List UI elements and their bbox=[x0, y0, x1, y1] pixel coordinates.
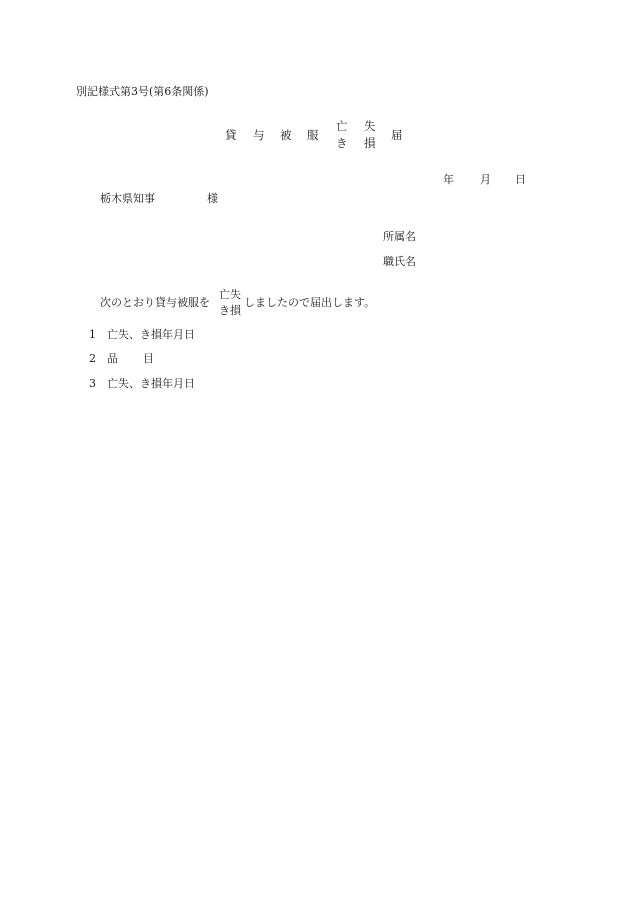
date-year-label: 年 bbox=[443, 173, 454, 186]
body-stack-top: 亡失 bbox=[219, 288, 241, 301]
date-month-label: 月 bbox=[480, 173, 491, 186]
title-char: 被 bbox=[280, 128, 292, 142]
title-stack-top: 失 bbox=[364, 119, 376, 133]
item-text: 亡失、き損年月日 bbox=[107, 377, 195, 390]
body-stack-bottom: き損 bbox=[219, 304, 241, 317]
title-stack-top: 亡 bbox=[336, 119, 348, 133]
item-number: 1 bbox=[89, 328, 96, 341]
item-number: 3 bbox=[89, 377, 96, 390]
title-stack-bottom: 損 bbox=[364, 136, 376, 150]
addressee: 栃木県知事 bbox=[100, 192, 155, 205]
addressee-honorific: 様 bbox=[207, 192, 218, 205]
title-char: 貸 bbox=[225, 128, 237, 142]
title-char: 与 bbox=[253, 128, 265, 142]
form-number: 別記様式第3号(第6条関係) bbox=[76, 85, 209, 98]
title-char: 服 bbox=[307, 128, 319, 142]
name-label: 職氏名 bbox=[383, 255, 416, 268]
title-stack-bottom: き bbox=[336, 136, 348, 150]
item-number: 2 bbox=[89, 352, 96, 365]
title-char: 届 bbox=[391, 128, 403, 142]
affiliation-label: 所属名 bbox=[383, 230, 416, 243]
date-day-label: 日 bbox=[515, 173, 526, 186]
item-text: 目 bbox=[143, 352, 154, 365]
body-text-pre: 次のとおり貸与被服を bbox=[100, 296, 210, 309]
item-text: 品 bbox=[107, 352, 118, 365]
body-text-post: しましたので届出します。 bbox=[244, 296, 376, 309]
item-text: 亡失、き損年月日 bbox=[107, 328, 195, 341]
